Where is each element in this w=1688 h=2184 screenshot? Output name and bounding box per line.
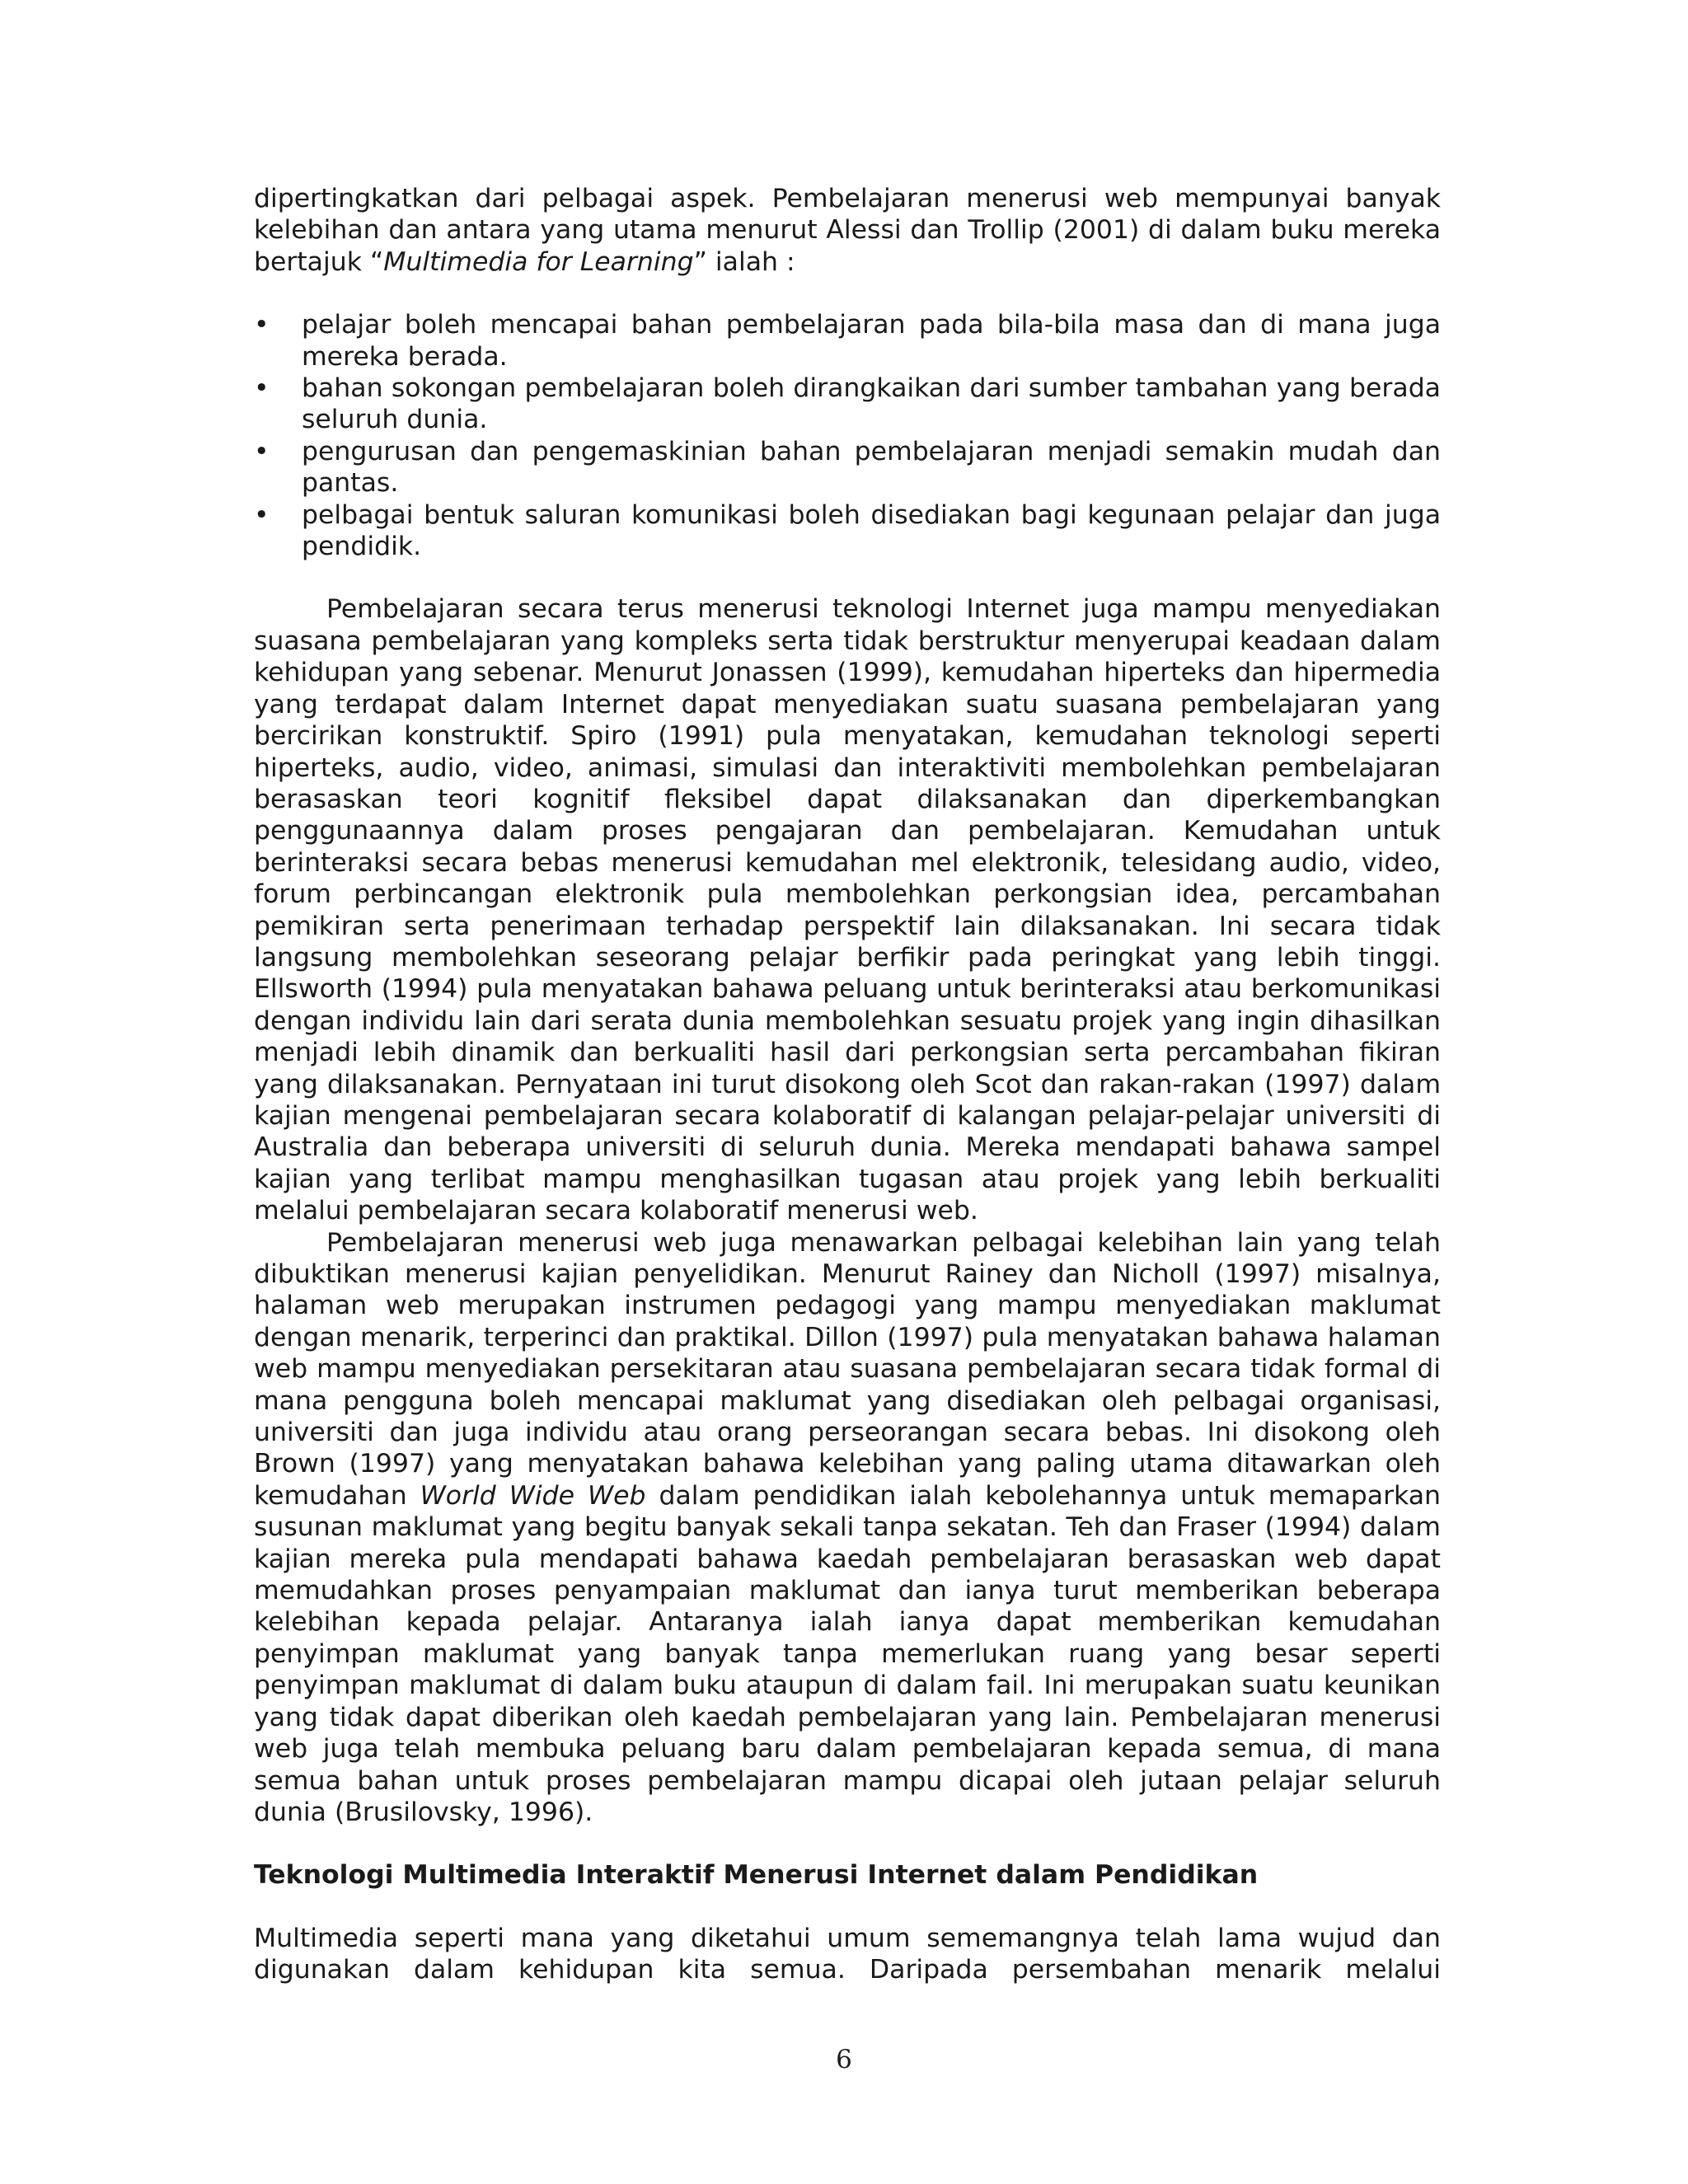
bullet-icon: • bbox=[254, 373, 270, 404]
body-paragraph-3: Multimedia seperti mana yang diketahui umum sememangnya telah lama wujud dan digunakan dalam kehidupan kita semua. Daripada persembahan menarik melalui bbox=[254, 1923, 1441, 1985]
intro-text-start: dipertingkatkan dari pelbagai aspek. Pembelajaran menerusi web mempunyai banyak kelebihan dan antara yang utama menurut Alessi dan Trollip (2001) di dalam buku mereka bertajuk “ bbox=[254, 184, 1441, 277]
list-item bbox=[254, 373, 1441, 436]
spacer bbox=[254, 278, 1441, 309]
section-heading: Teknologi Multimedia Interaktif Menerusi Internet dalam Pendidikan bbox=[254, 1860, 1259, 1891]
list-item-text: bahan sokongan pembelajaran boleh dirangkaikan dari sumber tambahan yang berada seluruh dunia. bbox=[302, 373, 1441, 435]
bullet-icon: • bbox=[254, 436, 270, 466]
list-item bbox=[254, 499, 1441, 563]
intro-paragraph bbox=[254, 183, 1441, 278]
advantages-list bbox=[254, 309, 1441, 562]
list-item-text: pelajar boleh mencapai bahan pembelajaran pada bila-bila masa dan di mana juga mereka berada. bbox=[302, 310, 1441, 372]
book-title: Multimedia for Learning bbox=[383, 246, 694, 277]
page-number: 6 bbox=[836, 2045, 852, 2074]
body-paragraph-1: Pembelajaran secara terus menerusi teknologi Internet juga mampu menyediakan suasana pembelajaran yang kompleks serta tidak berstruktur menyerupai keadaan dalam kehidupan yang sebenar. Menurut Jonassen (1999), kemudahan hiperteks dan hipermedia yang terdapat dalam Internet dapat menyediakan suatu suasana pembelajaran yang bercirikan konstruktif. Spiro (1991) pula menyatakan, kemudahan teknologi seperti hiperteks, audio, video, animasi, simulasi dan interaktiviti membolehkan pembelajaran berasaskan teori kognitif fleksibel dapat dilaksanakan dan diperkembangkan penggunaannya dalam proses pengajaran dan pembelajaran. Kemudahan untuk berinteraksi secara bebas menerusi kemudahan mel elektronik, telesidang audio, video, forum perbincangan elektronik pula membolehkan perkongsian idea, percambahan pemikiran serta penerimaan terhadap perspektif lain dilaksanakan. Ini secara tidak langsung membolehkan seseorang pelajar berfikir pada peringkat yang lebih tinggi. Ellsworth (1994) pula menyatakan bahawa peluang untuk berinteraksi atau berkomunikasi dengan individu lain dari serata dunia membolehkan sesuatu projek yang ingin dihasilkan menjadi lebih dinamik dan berkualiti hasil dari perkongsian serta percambahan fikiran yang dilaksanakan. Pernyataan ini turut disokong oleh Scot dan rakan-rakan (1997) dalam kajian mengenai pembelajaran secara kolaboratif di kalangan pelajar-pelajar universiti di Australia dan beberapa universiti di seluruh dunia. Mereka mendapati bahawa sampel kajian yang terlibat mampu menghasilkan tugasan atau projek yang lebih berkualiti melalui pembelajaran secara kolaboratif menerusi web. bbox=[254, 594, 1441, 1226]
www-term: World Wide Web bbox=[420, 1480, 646, 1511]
bullet-icon: • bbox=[254, 499, 270, 530]
list-item bbox=[254, 309, 1441, 373]
list-item-text: pengurusan dan pengemaskinian bahan pembelajaran menjadi semakin mudah dan pantas. bbox=[302, 436, 1441, 499]
list-item-text: pelbagai bentuk saluran komunikasi boleh disediakan bagi kegunaan pelajar dan juga pendidik. bbox=[302, 499, 1441, 562]
spacer bbox=[254, 1891, 1441, 1923]
intro-text-end: ” ialah : bbox=[693, 246, 795, 277]
body-paragraph-2 bbox=[254, 1227, 1441, 1829]
list-item bbox=[254, 436, 1441, 499]
bullet-icon: • bbox=[254, 310, 270, 340]
paragraph-2-text-end: dalam pendidikan ialah kebolehannya untuk memaparkan susunan maklumat yang begitu banyak sekali tanpa sekatan. Teh dan Fraser (1994) dalam kajian mereka pula mendapati bahawa kaedah pembelajaran berasaskan web dapat memudahkan proses penyampaian maklumat dan ianya turut memberikan beberapa kelebihan kepada pelajar. Antaranya ialah ianya dapat memberikan kemudahan penyimpan maklumat yang banyak tanpa memerlukan ruang yang besar seperti penyimpan maklumat di dalam buku ataupun di dalam fail. Ini merupakan suatu keunikan yang tidak dapat diberikan oleh kaedah pembelajaran yang lain. Pembelajaran menerusi web juga telah membuka peluang baru dalam pembelajaran kepada semua, di mana semua bahan untuk proses pembelajaran mampu dicapai oleh jutaan pelajar seluruh dunia (Brusilovsky, 1996). bbox=[254, 1480, 1442, 1827]
spacer bbox=[254, 1828, 1441, 1859]
paragraph-2-text-start: Pembelajaran menerusi web juga menawarkan pelbagai kelebihan lain yang telah dibuktikan menerusi kajian penyelidikan. Menurut Rainey dan Nicholl (1997) misalnya, halaman web merupakan instrumen pedagogi yang mampu menyediakan maklumat dengan menarik, terperinci dan praktikal. Dillon (1997) pula menyatakan bahawa halaman web mampu menyediakan persekitaran atau suasana pembelajaran secara tidak formal di mana pengguna boleh mencapai maklumat yang disediakan oleh pelbagai organisasi, universiti dan juga individu atau orang perseorangan secara bebas. Ini disokong oleh Brown (1997) yang menyatakan bahawa kelebihan yang paling utama ditawarkan oleh kemudahan bbox=[254, 1227, 1441, 1511]
page-content bbox=[254, 183, 1441, 1986]
spacer bbox=[254, 562, 1441, 593]
